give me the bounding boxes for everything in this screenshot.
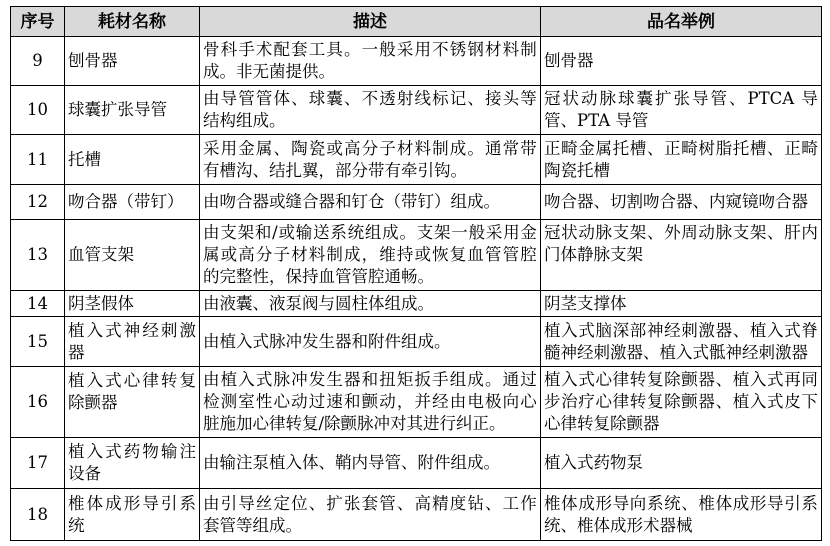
cell-desc [200, 135, 541, 185]
cell-no: 14 [11, 291, 65, 317]
cell-no: 13 [11, 220, 65, 291]
cell-line: 采 用 金 属 、 陶 瓷 或 高 分 子 材 料 制 成 。 通 常 带 [203, 138, 537, 158]
cell-line: 管、PTA 导管 [544, 111, 649, 130]
cell-examples [541, 135, 822, 185]
cell-line: 植 入 式 药 物 输 注 [68, 442, 196, 461]
cell-line: 结构组成。 [203, 111, 286, 130]
cell-desc [200, 291, 541, 317]
cell-line: 骨 科 手 术 配 套 工 具 。 一 般 采 用 不 锈 钢 材 料 制 [203, 40, 537, 59]
cell-line: 由植入式脉冲发生器和附件组成。 [203, 331, 451, 351]
cell-examples [541, 291, 822, 317]
cell-line: 球囊扩张导管 [68, 100, 167, 119]
cell-line: 由输注泵植入体、鞘内导管、附件组成。 [203, 453, 500, 472]
table-row [11, 317, 822, 367]
cell-line: 刨骨器 [68, 51, 118, 70]
cell-name [65, 37, 200, 86]
cell-line: 套管等组成。 [203, 515, 302, 535]
cell-line: 植 入 式 神 经 刺 激 [68, 320, 196, 340]
cell-desc [200, 220, 541, 291]
header-examples: 品名举例 [541, 7, 822, 37]
cell-line: 统 [68, 515, 85, 535]
table-row [11, 220, 822, 291]
cell-examples [541, 317, 822, 367]
cell-line: 植 入 式 心 律 转 复 [68, 371, 196, 390]
cell-line: 刨骨器 [544, 51, 594, 70]
cell-line: 椎 体 成 形 导 向 系 统 、 椎 体 成 形 导 引 系 [544, 493, 818, 513]
cell-line: 椎 体 成 形 导 引 系 [68, 493, 196, 513]
cell-line: 器 [68, 342, 85, 362]
cell-line: 植入式药物泵 [544, 453, 643, 472]
cell-no: 17 [11, 438, 65, 489]
header-row [11, 7, 822, 37]
cell-line: 植 入 式 心 律 转 复 除 颤 器 、 植 入 式 再 同 [544, 370, 818, 389]
cell-line: 血管支架 [68, 245, 134, 264]
cell-desc [200, 438, 541, 489]
cell-line: 门体静脉支架 [544, 245, 643, 264]
table-header [11, 7, 822, 37]
cell-line: 由液囊、液泵阀与圆柱体组成。 [203, 293, 434, 313]
cell-line: 由 支 架 和 / 或 输 送 系 统 组 成 。 支 架 一 般 采 用 金 [203, 223, 537, 242]
cell-examples [541, 86, 822, 135]
cell-line: 由 导 管 管 体 、 球 囊 、 不 透 射 线 标 记 、 接 头 等 [203, 89, 537, 108]
cell-desc [200, 489, 541, 541]
cell-line: 陶瓷托槽 [544, 160, 610, 180]
table-row [11, 86, 822, 135]
cell-line: 阴茎假体 [68, 293, 134, 313]
cell-line: 检 测 室 性 心 动 过 速 和 颤 动 ， 并 经 由 电 极 向 心 [203, 392, 537, 411]
cell-line: 由吻合器或缝合器和钉仓（带钉）组成。 [203, 192, 500, 211]
cell-examples [541, 438, 822, 489]
table-row [11, 37, 822, 86]
cell-line: 吻合器、切割吻合器、内窥镜吻合器 [544, 192, 808, 211]
cell-name [65, 135, 200, 185]
cell-line: 正 畸 金 属 托 槽 、 正 畸 树 脂 托 槽 、 正 畸 [544, 138, 818, 158]
cell-name [65, 291, 200, 317]
cell-desc [200, 86, 541, 135]
cell-line: 冠 状 动 脉 支 架 、 外 周 动 脉 支 架 、 肝 内 [544, 223, 818, 242]
cell-line: 设备 [68, 464, 101, 483]
header-name: 耗材名称 [65, 7, 200, 37]
cell-name [65, 220, 200, 291]
table-body [11, 37, 822, 541]
cell-no: 11 [11, 135, 65, 185]
consumables-table [10, 6, 822, 541]
cell-line: 的完整性，保持血管管腔通畅。 [203, 267, 434, 286]
cell-desc [200, 185, 541, 220]
cell-examples [541, 489, 822, 541]
table-row [11, 438, 822, 489]
cell-name [65, 185, 200, 220]
cell-line: 成。非无菌提供。 [203, 62, 335, 81]
cell-examples [541, 185, 822, 220]
cell-name [65, 367, 200, 438]
cell-line: 除颤器 [68, 393, 118, 412]
cell-examples [541, 220, 822, 291]
cell-line: 髓神经刺激器、植入式骶神经刺激器 [544, 342, 808, 362]
cell-line: 由 引 导 丝 定 位 、 扩 张 套 管 、 高 精 度 钻 、 工 作 [203, 493, 537, 513]
table-row [11, 291, 822, 317]
cell-line: 吻合器（带钉） [68, 192, 184, 211]
cell-line: 脏施加心律转复/除颤脉冲对其进行纠正。 [203, 414, 506, 433]
cell-desc [200, 367, 541, 438]
cell-line: 属 或 高 分 子 材 料 制 成 ， 维 持 或 恢 复 血 管 管 腔 [203, 245, 537, 264]
cell-no: 16 [11, 367, 65, 438]
cell-desc [200, 317, 541, 367]
cell-line: 托槽 [68, 149, 101, 169]
cell-name [65, 438, 200, 489]
cell-examples [541, 367, 822, 438]
header-no: 序号 [11, 7, 65, 37]
cell-examples [541, 37, 822, 86]
cell-line: 植 入 式 脑 深 部 神 经 刺 激 器 、 植 入 式 脊 [544, 320, 818, 340]
cell-name [65, 86, 200, 135]
table-row [11, 489, 822, 541]
cell-no: 10 [11, 86, 65, 135]
cell-line: 冠 状 动 脉 球 囊 扩 张 导 管 、 PTCA 导 [544, 89, 818, 108]
cell-desc [200, 37, 541, 86]
table-row [11, 185, 822, 220]
cell-no: 12 [11, 185, 65, 220]
cell-name [65, 317, 200, 367]
cell-no: 18 [11, 489, 65, 541]
table-row [11, 135, 822, 185]
cell-line: 有槽沟、结扎翼，部分带有牵引钩。 [203, 160, 467, 180]
table-row [11, 367, 822, 438]
cell-no: 9 [11, 37, 65, 86]
cell-line: 由 植 入 式 脉 冲 发 生 器 和 扭 矩 扳 手 组 成 。 通 过 [203, 370, 537, 389]
cell-line: 统、椎体成形术器械 [544, 515, 693, 535]
cell-line: 阴茎支撑体 [544, 293, 627, 313]
cell-name [65, 489, 200, 541]
header-desc: 描述 [200, 7, 541, 37]
cell-line: 心律转复除颤器 [544, 414, 660, 433]
cell-line: 步 治 疗 心 律 转 复 除 颤 器 、 植 入 式 皮 下 [544, 392, 818, 411]
cell-no: 15 [11, 317, 65, 367]
